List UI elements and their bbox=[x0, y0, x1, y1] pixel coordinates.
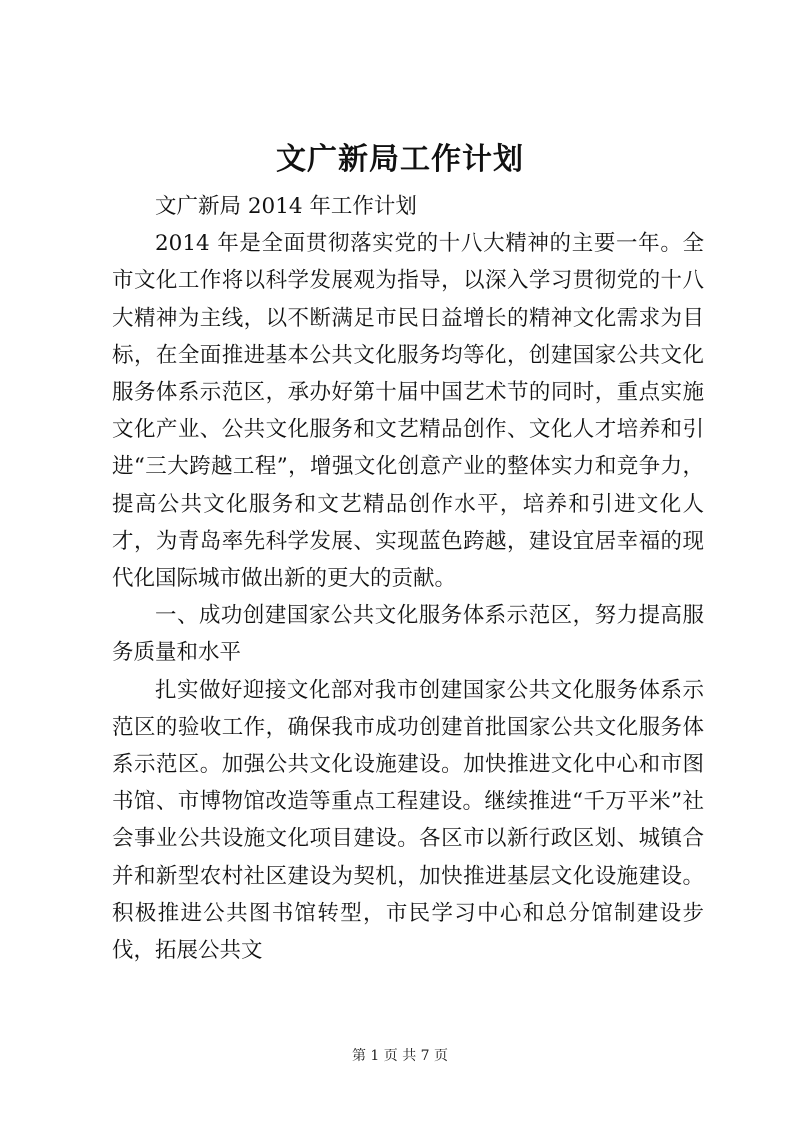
document-body bbox=[112, 188, 704, 969]
document-title: 文广新局工作计划 bbox=[276, 142, 524, 177]
intro-paragraph: 2014 年是全面贯彻落实党的十八大精神的主要一年。全市文化工作将以科学发展观为指导，以深入学习贯彻党的十八大精神为主线，以不断满足市民日益增长的精神文化需求为目标，在全面推进基本公共文化服务均等化，创建国家公共文化服务体系示范区，承办好第十届中国艺术节的同时，重点实施文化产业、公共文化服务和文艺精品创作、文化人才培养和引进“三大跨越工程”，增强文化创意产业的整体实力和竞争力，提高公共文化服务和文艺精品创作水平，培养和引进文化人才，为青岛率先科学发展、实现蓝色跨越，建设宜居幸福的现代化国际城市做出新的更大的贡献。 bbox=[112, 231, 704, 592]
section-heading: 一、成功创建国家公共文化服务体系示范区，努力提高服务质量和水平 bbox=[112, 603, 704, 666]
subtitle-paragraph: 文广新局 2014 年工作计划 bbox=[155, 194, 417, 219]
section-paragraph: 扎实做好迎接文化部对我市创建国家公共文化服务体系示范区的验收工作，确保我市成功创建首批国家公共文化服务体系示范区。加强公共文化设施建设。加快推进文化中心和市图书馆、市博物馆改造等重点工程建设。继续推进“千万平米”社会事业公共设施文化项目建设。各区市以新行政区划、城镇合并和新型农村社区建设为契机，加快推进基层文化设施建设。积极推进公共图书馆转型，市民学习中心和总分馆制建设步伐，拓展公共文 bbox=[112, 677, 704, 964]
page-indicator: 第 1 页 共 7 页 bbox=[351, 1048, 449, 1064]
